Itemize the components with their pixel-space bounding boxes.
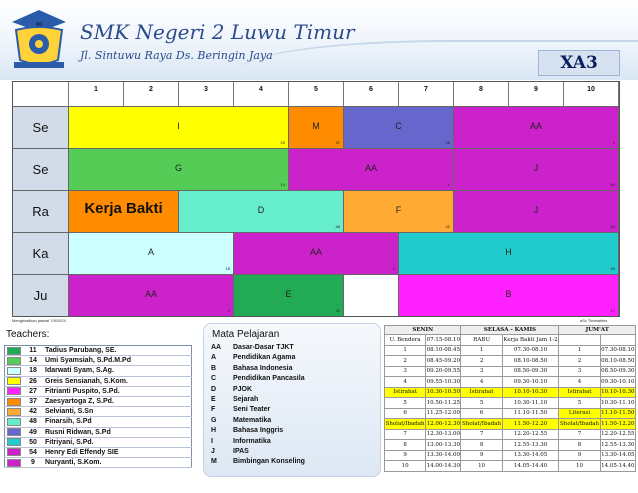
bell-cell: 3 [385, 366, 426, 377]
lesson-code: B [505, 289, 512, 299]
period-number: 7 [424, 86, 428, 93]
subject-code: H [211, 427, 217, 435]
subject-item [211, 448, 305, 458]
subject-item [211, 458, 305, 468]
bell-cell: 13.30-14.05 [502, 450, 559, 461]
lesson-block[interactable] [69, 148, 289, 190]
day-label: Ju [13, 274, 69, 316]
bell-cell: 09.55-10.30 [426, 377, 461, 388]
bell-cell: Literasi [559, 408, 600, 419]
subjects-panel [203, 323, 381, 477]
teacher-row [5, 437, 192, 447]
period-number: 4 [259, 86, 263, 93]
bell-cell: Sholat/Ibadah [461, 419, 502, 430]
bell-cell: 1 [559, 345, 600, 356]
bell-cell: Istirahat [559, 387, 600, 398]
bell-cell: 3 [559, 366, 600, 377]
lesson-block[interactable] [399, 232, 619, 274]
teacher-color-swatch [5, 407, 24, 417]
subject-name: Pendidikan Agama [233, 354, 296, 362]
lesson-code: AA [144, 289, 157, 299]
bell-cell: 8 [559, 440, 600, 451]
period-number: 1 [94, 86, 98, 93]
teacher-number: 26 [23, 376, 43, 386]
bell-cell: 10.30-11.10 [600, 398, 635, 409]
teacher-number: 17 [610, 308, 615, 313]
bell-cell: 12.20-12.55 [502, 429, 559, 440]
subject-code: B [211, 364, 217, 372]
teacher-name: Tadius Parubang, SE. [43, 346, 192, 356]
teacher-name: Fitriyani, S.Pd. [43, 437, 192, 447]
lesson-block[interactable] [454, 106, 619, 148]
bell-cell: 12.00-12.30 [426, 419, 461, 430]
bell-cell: 10.50-11.25 [426, 398, 461, 409]
teacher-row [5, 376, 192, 386]
lesson-code: AA [309, 247, 322, 257]
teacher-name: Henry Edi Effendy SIE [43, 447, 192, 457]
bell-cell: Sholat/Ibadah [385, 419, 426, 430]
teachers-table [4, 345, 192, 468]
lesson-code: F [395, 205, 402, 215]
lesson-code: H [505, 247, 512, 257]
bell-row [385, 345, 636, 356]
day-label: Se [13, 106, 69, 148]
subject-name: Seni Teater [233, 406, 271, 414]
bell-cell: 10.10-10.30 [600, 387, 635, 398]
bell-cell: 1 [385, 345, 426, 356]
subject-name: Matematika [233, 416, 272, 424]
lesson-code: G [174, 163, 182, 173]
bell-cell: 09.30-10.10 [600, 377, 635, 388]
bell-cell: 5 [559, 398, 600, 409]
bell-row [385, 398, 636, 409]
color-chip [7, 428, 21, 436]
color-chip [7, 459, 21, 467]
bell-cell: 5 [385, 398, 426, 409]
teacher-row [5, 386, 192, 396]
bell-cell: 08.50-09.30 [600, 366, 635, 377]
teacher-name: Idarwati Syam, S.Ag. [43, 366, 192, 376]
subject-item [211, 427, 305, 437]
teacher-name: Nuryanti, S.Kom. [43, 458, 192, 468]
color-chip [7, 387, 21, 395]
period-header [399, 82, 454, 106]
grid-corner [13, 82, 69, 106]
subject-item [211, 386, 305, 396]
color-chip [7, 377, 21, 385]
teacher-number: 9 [23, 458, 43, 468]
bell-cell: 7 [461, 429, 502, 440]
subject-item [211, 406, 305, 416]
bell-cell: 08.10-08.50 [600, 356, 635, 367]
teacher-name: Zaesyartoga Z, S.Pd. [43, 396, 192, 406]
period-header [69, 82, 124, 106]
lesson-block[interactable] [69, 232, 234, 274]
bell-cell: Istirahat [385, 387, 426, 398]
teacher-name: Umi Syamsiah, S.Pd.M.Pd [43, 356, 192, 366]
bell-cell: 08.45-09.20 [426, 356, 461, 367]
subject-code: I [211, 437, 213, 445]
lesson-block[interactable] [234, 274, 344, 316]
lesson-code: I [177, 121, 180, 131]
bell-cell: 6 [461, 408, 502, 419]
subject-name: Bimbingan Konseling [233, 458, 305, 466]
bell-cell: 10 [461, 461, 502, 472]
teacher-row [5, 417, 192, 427]
kerja-bakti-label: Kerja Bakti [84, 200, 163, 217]
bell-cell: 13.00-13.30 [426, 440, 461, 451]
teacher-number: 20 [280, 140, 285, 145]
school-title: SMK Negeri 2 Luwu Timur [80, 20, 355, 44]
bell-cell: 9 [559, 450, 600, 461]
lesson-code: E [285, 289, 292, 299]
teacher-row [5, 427, 192, 437]
period-number: 2 [149, 86, 153, 93]
bell-cell: 09.30-10.10 [502, 377, 559, 388]
bell-row [385, 408, 636, 419]
bell-cell: 7 [385, 429, 426, 440]
subjects-list [211, 344, 305, 469]
bell-cell: 2 [559, 356, 600, 367]
class-code: XA3 [538, 50, 620, 76]
bell-cell: 4 [559, 377, 600, 388]
teacher-color-swatch [5, 366, 24, 376]
bell-cell: U. Bendera [385, 335, 426, 346]
bell-cell: 8 [461, 440, 502, 451]
lesson-code: J [533, 163, 539, 173]
teacher-number: 18 [225, 266, 230, 271]
subject-code: F [211, 406, 216, 414]
subject-item [211, 417, 305, 427]
bell-cell: 11.10-11.50 [600, 408, 635, 419]
subject-item [211, 438, 305, 448]
subject-name: Bahasa Inggris [233, 427, 284, 435]
teacher-number: 11 [335, 308, 340, 313]
teacher-number: 48 [23, 417, 43, 427]
period-header [179, 82, 234, 106]
lesson-code: AA [364, 163, 377, 173]
period-header [124, 82, 179, 106]
subject-code: M [211, 458, 217, 466]
bell-cell: 3 [461, 366, 502, 377]
teacher-row [5, 396, 192, 406]
color-chip [7, 448, 21, 456]
subject-item [211, 365, 305, 375]
color-chip [7, 418, 21, 426]
teacher-color-swatch [5, 356, 24, 366]
teacher-number: 14 [23, 356, 43, 366]
bell-cell: 1 [461, 345, 502, 356]
bell-cell: 12.20-12.55 [600, 429, 635, 440]
bell-cell [559, 335, 600, 346]
bell-cell: 9 [385, 450, 426, 461]
teacher-number: 14 [280, 182, 285, 187]
teacher-color-swatch [5, 386, 24, 396]
teacher-row [5, 458, 192, 468]
lesson-block[interactable] [289, 148, 454, 190]
subjects-title: Mata Pelajaran [212, 329, 280, 340]
software-note: aSc Timetables [580, 318, 608, 323]
period-header [234, 82, 289, 106]
lesson-block[interactable] [454, 148, 619, 190]
bell-cell: 10.10-10.30 [502, 387, 559, 398]
subject-name: Bahasa Indonesia [233, 364, 293, 372]
bell-cell: Istirahat [461, 387, 502, 398]
bell-cell: 10 [559, 461, 600, 472]
bell-cell: 07.30-08.10 [502, 345, 559, 356]
bell-row [385, 377, 636, 388]
teacher-number: 42 [23, 407, 43, 417]
bell-cell: 11.10-11.50 [502, 408, 559, 419]
lesson-block[interactable] [399, 274, 619, 316]
teacher-color-swatch [5, 458, 24, 468]
bell-cell: 13.30-14.00 [426, 450, 461, 461]
teacher-color-swatch [5, 427, 24, 437]
school-logo-icon [6, 6, 72, 72]
lesson-block[interactable] [344, 274, 399, 316]
bell-cell: 12.55-13.30 [600, 440, 635, 451]
bell-cell: 10 [385, 461, 426, 472]
period-number: 10 [587, 86, 595, 93]
teacher-number: 11 [23, 346, 43, 356]
lesson-block[interactable] [179, 190, 344, 232]
bell-cell: 08.50-09.30 [502, 366, 559, 377]
teacher-row [5, 356, 192, 366]
teacher-number: 48 [335, 224, 340, 229]
subject-code: A [211, 354, 217, 362]
subject-code: E [211, 395, 216, 403]
subject-code: J [211, 447, 215, 455]
lesson-code: C [395, 121, 402, 131]
period-header [454, 82, 509, 106]
teacher-name: Fitrianti Puspito, S.Pd. [43, 386, 192, 396]
color-chip [7, 347, 21, 355]
bell-day-header: SENIN [385, 326, 461, 335]
bell-cell [600, 335, 635, 346]
color-chip [7, 367, 21, 375]
bell-cell: 2 [461, 356, 502, 367]
bell-row [385, 461, 636, 472]
subject-item [211, 354, 305, 364]
lesson-code: J [533, 205, 539, 215]
subject-name: Sejarah [233, 395, 259, 403]
period-number: 3 [204, 86, 208, 93]
bell-cell: 08.10-08.45 [426, 345, 461, 356]
teacher-color-swatch [5, 447, 24, 457]
teacher-name: Selvianti, S.Sn [43, 407, 192, 417]
period-number: 8 [479, 86, 483, 93]
teacher-row [5, 346, 192, 356]
period-header [289, 82, 344, 106]
color-chip [7, 438, 21, 446]
bell-cell: 14.05-14.40 [600, 461, 635, 472]
teacher-name: Rusni Ridwan, S.Pd [43, 427, 192, 437]
teacher-number: 1 [392, 266, 395, 271]
lesson-code: AA [529, 121, 542, 131]
teacher-color-swatch [5, 437, 24, 447]
bell-cell: 12.30-13.00 [426, 429, 461, 440]
day-label: Ka [13, 232, 69, 274]
teachers-title: Teachers: [6, 329, 50, 340]
lesson-block[interactable] [69, 274, 234, 316]
lesson-block[interactable] [234, 232, 399, 274]
generated-note: Menghasilkan jadwal 7/9/2024 [12, 318, 66, 323]
bell-cell: 11.50-12.20 [502, 419, 559, 430]
bell-cell: 11.50-12.20 [600, 419, 635, 430]
period-header [564, 82, 619, 106]
teacher-row [5, 366, 192, 376]
lesson-code: D [257, 205, 265, 215]
lesson-block[interactable] [344, 106, 454, 148]
teacher-color-swatch [5, 376, 24, 386]
color-chip [7, 357, 21, 365]
teacher-number: 54 [610, 224, 615, 229]
teacher-color-swatch [5, 396, 24, 406]
bell-cell: 4 [385, 377, 426, 388]
bell-row [385, 387, 636, 398]
bell-cell: 14.00-14.30 [426, 461, 461, 472]
teacher-color-swatch [5, 417, 24, 427]
teacher-number: 27 [23, 386, 43, 396]
bell-row [385, 366, 636, 377]
subject-name: Dasar-Dasar TJKT [233, 344, 294, 351]
teacher-color-swatch [5, 346, 24, 356]
lesson-block[interactable] [69, 106, 289, 148]
bell-cell: 9 [461, 450, 502, 461]
bell-cell: 13.30-14.05 [600, 450, 635, 461]
bell-row [385, 440, 636, 451]
teacher-number: 42 [445, 224, 450, 229]
subject-name: Pendidikan Pancasila [233, 375, 305, 383]
subject-name: IPAS [233, 447, 249, 455]
teacher-number: 46 [445, 140, 450, 145]
teacher-name: Greis Sensianah, S.Kom. [43, 376, 192, 386]
period-number: 5 [314, 86, 318, 93]
bell-cell: 07.30-08.10 [600, 345, 635, 356]
teacher-number: 18 [23, 366, 43, 376]
bell-row [385, 356, 636, 367]
bell-row [385, 335, 636, 346]
bell-cell: 7 [559, 429, 600, 440]
bell-cell: 07.15-08.10 [426, 335, 461, 346]
day-label: Se [13, 148, 69, 190]
bell-cell: Kerja Bakti Jam 1-2 [502, 335, 559, 346]
lesson-block[interactable] [344, 190, 454, 232]
bell-row [385, 429, 636, 440]
teacher-number: 54 [610, 182, 615, 187]
day-label: Ra [13, 190, 69, 232]
teacher-number: 49 [23, 427, 43, 437]
subject-code: G [211, 416, 217, 424]
teacher-number: 37 [335, 140, 340, 145]
bell-cell: 6 [385, 408, 426, 419]
bell-cell: 08.10-08.50 [502, 356, 559, 367]
subject-item [211, 344, 305, 354]
bell-cell: 4 [461, 377, 502, 388]
bell-cell: RABU [461, 335, 502, 346]
bell-day-header: SELASA - KAMIS [461, 326, 559, 335]
subject-code: C [211, 375, 217, 383]
timetable-grid [12, 81, 620, 317]
bell-cell: 11.25-12.00 [426, 408, 461, 419]
bell-cell: 5 [461, 398, 502, 409]
teacher-number: 1 [227, 308, 230, 313]
period-number: 9 [534, 86, 538, 93]
lesson-code: A [147, 247, 154, 257]
teacher-number: 50 [610, 266, 615, 271]
bell-cell: Sholat/Ibadah [559, 419, 600, 430]
lesson-block[interactable] [289, 106, 344, 148]
color-chip [7, 408, 21, 416]
period-header [509, 82, 564, 106]
lesson-block[interactable] [454, 190, 619, 232]
subject-code: AA [211, 344, 222, 351]
bell-cell: 10.30-10.50 [426, 387, 461, 398]
bell-cell: 14.05-14.40 [502, 461, 559, 472]
teacher-number: 1 [447, 182, 450, 187]
subject-name: PJOK [233, 385, 253, 393]
teacher-number: 54 [23, 447, 43, 457]
period-number: 6 [369, 86, 373, 93]
teacher-row [5, 447, 192, 457]
bell-schedule-table [384, 325, 636, 472]
teacher-number: 37 [23, 396, 43, 406]
period-header [344, 82, 399, 106]
bell-cell: 2 [385, 356, 426, 367]
bell-header-row [385, 326, 636, 335]
bell-row [385, 450, 636, 461]
subject-item [211, 375, 305, 385]
color-chip [7, 398, 21, 406]
subject-name: Informatika [233, 437, 271, 445]
teacher-number: 50 [23, 437, 43, 447]
teacher-name: Finarsih, S.Pd [43, 417, 192, 427]
subject-code: D [211, 385, 217, 393]
bell-cell: 10.30-11.10 [502, 398, 559, 409]
bell-cell: 12.55-13.30 [502, 440, 559, 451]
bell-row [385, 419, 636, 430]
lesson-code: M [312, 121, 320, 131]
lesson-block[interactable] [69, 190, 179, 232]
bell-cell: 8 [385, 440, 426, 451]
bell-day-header: JUM'AT [559, 326, 636, 335]
school-address: Jl. Sintuwu Raya Ds. Beringin Jaya [80, 49, 273, 62]
teacher-number: 1 [612, 140, 615, 145]
bell-cell: 09.20-09.55 [426, 366, 461, 377]
subject-item [211, 396, 305, 406]
teacher-row [5, 407, 192, 417]
